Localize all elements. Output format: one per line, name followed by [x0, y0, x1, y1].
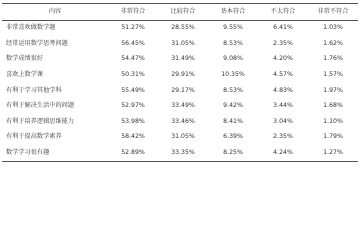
table-cell: 8.53% [223, 39, 243, 47]
table-row [2, 145, 358, 161]
table-cell: 33.46% [171, 117, 195, 125]
header-agree: 比较符合 [170, 7, 196, 15]
survey-table-container [2, 3, 358, 162]
table-cell: 55.49% [121, 86, 145, 94]
table-cell: 52.89% [121, 149, 145, 157]
table-row [2, 36, 358, 52]
table-cell: 1.57% [323, 71, 343, 79]
row-label: 有利于学习其他学科 [6, 86, 62, 94]
table-cell: 50.31% [121, 71, 145, 79]
table-row [2, 83, 358, 99]
table-row [2, 67, 358, 83]
table-cell: 1.79% [323, 133, 343, 141]
table-cell: 9.08% [223, 55, 243, 63]
table-body [2, 20, 358, 161]
table-cell: 1.27% [323, 149, 343, 157]
row-label: 喜欢上数学课 [6, 71, 44, 79]
table-cell: 8.25% [223, 149, 243, 157]
table-cell: 3.44% [273, 102, 293, 110]
row-label: 有利于解决生活中的问题 [6, 102, 75, 110]
header-disagree: 不太符合 [270, 7, 296, 15]
table-row [2, 52, 358, 68]
header-neutral: 基本符合 [220, 7, 246, 15]
row-label: 数学学习很有趣 [6, 149, 50, 157]
table-cell: 4.83% [273, 86, 293, 94]
table-cell: 51.27% [121, 24, 145, 32]
table-cell: 10.35% [221, 71, 245, 79]
table-cell: 54.47% [121, 55, 145, 63]
table-cell: 1.68% [323, 102, 343, 110]
table-cell: 1.10% [323, 117, 343, 125]
table-cell: 8.53% [223, 86, 243, 94]
table-cell: 31.05% [171, 133, 195, 141]
header-very-agree: 非常符合 [120, 7, 146, 15]
table-row [2, 20, 358, 36]
table-cell: 33.35% [171, 149, 195, 157]
table-cell: 1.97% [323, 86, 343, 94]
table-cell: 53.98% [121, 117, 145, 125]
table-cell: 8.41% [223, 117, 243, 125]
header-row [2, 4, 358, 21]
table-row [2, 130, 358, 146]
table-header [2, 4, 358, 21]
table-cell: 1.62% [323, 39, 343, 47]
table-cell: 6.41% [273, 24, 293, 32]
table-row [2, 114, 358, 130]
header-item: 内容 [48, 7, 62, 15]
table-cell: 4.24% [273, 149, 293, 157]
row-label: 经常运用数学思考问题 [6, 39, 68, 47]
table-cell: 3.04% [273, 117, 293, 125]
row-label: 数学成绩很好 [6, 55, 44, 63]
row-label: 有利于提高数学素养 [6, 133, 62, 141]
survey-table [2, 3, 358, 162]
table-cell: 31.05% [171, 39, 195, 47]
table-cell: 56.45% [121, 39, 145, 47]
table-cell: 9.42% [223, 102, 243, 110]
row-label: 有利于培养逻辑思维能力 [6, 117, 75, 125]
row-label: 非常喜欢做数学题 [6, 24, 56, 32]
table-cell: 9.55% [223, 24, 243, 32]
table-cell: 2.35% [273, 133, 293, 141]
table-row [2, 99, 358, 115]
table-cell: 52.97% [121, 102, 145, 110]
table-cell: 31.49% [171, 55, 195, 63]
table-cell: 58.42% [121, 133, 145, 141]
table-cell: 33.49% [171, 102, 195, 110]
table-cell: 6.39% [223, 133, 243, 141]
table-cell: 1.03% [323, 24, 343, 32]
table-cell: 4.57% [273, 71, 293, 79]
table-cell: 28.55% [171, 24, 195, 32]
table-cell: 4.20% [273, 55, 293, 63]
table-cell: 29.17% [171, 86, 195, 94]
table-cell: 2.35% [273, 39, 293, 47]
header-very-disagree: 非常不符合 [317, 7, 349, 15]
table-cell: 29.91% [171, 71, 195, 79]
table-cell: 1.76% [323, 55, 343, 63]
